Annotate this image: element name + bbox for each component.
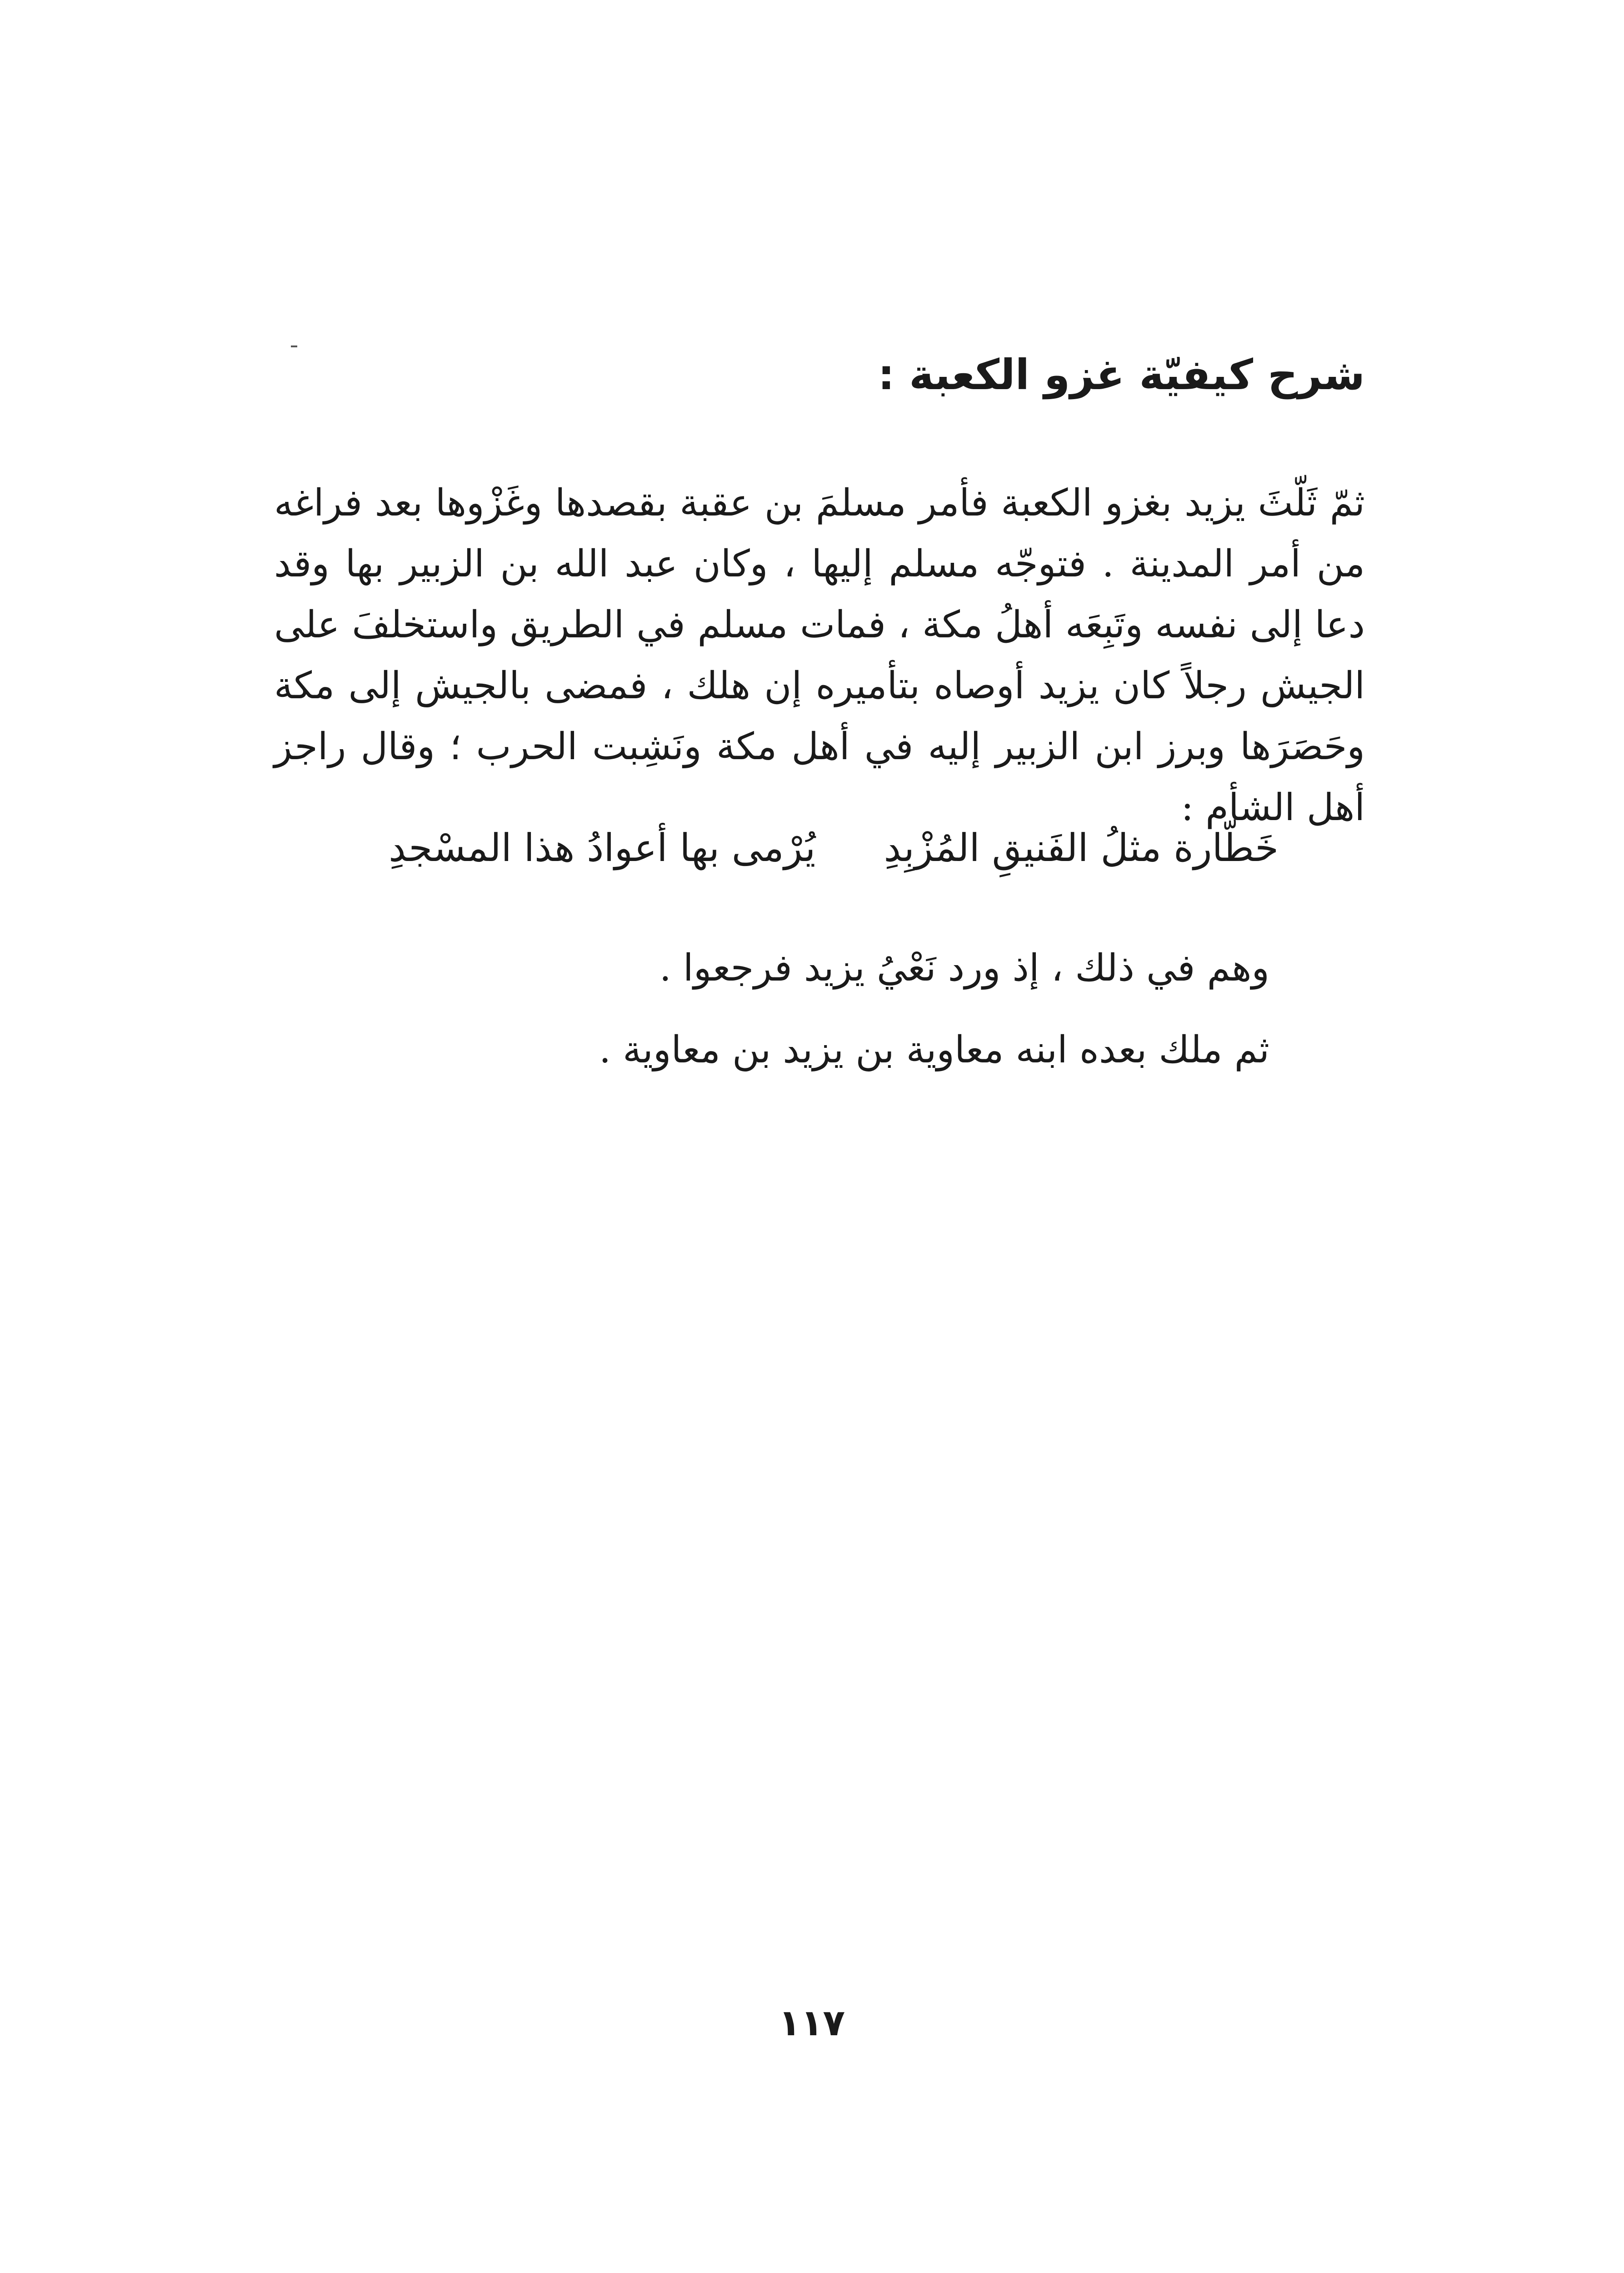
verse-first-hemistich: خَطّارة مثلُ الفَنيقِ المُزْبِدِ — [884, 826, 1279, 870]
body-paragraph: ثمّ ثَلّثَ يزيد بغزو الكعبة فأمر مسلمَ بن عقبة بقصدها وغَزْوها بعد فراغه من أمر المدينة . فتوجّه مسلم إليها ، وكان عبد الله بن الزبير بها وقد دعا إلى نفسه وتَبِعَه أهلُ مكة ، فمات مسلم في الطريق واستخلفَ على الجيش رجلاً كان يزيد أوصاه بتأميره إن هلك ، فمضى بالجيش إلى مكة وحَصَرَها وبرز ابن الزبير إليه في أهل مكة ونَشِبت الحرب ؛ وقال راجز أهل الشأم : — [274, 481, 1365, 829]
text-line-return: وهم في ذلك ، إذ ورد نَعْيُ يزيد فرجعوا . — [659, 946, 1269, 990]
section-heading: شرح كيفيّة غزو الكعبة : — [878, 350, 1365, 399]
text-line-succession: ثم ملك بعده ابنه معاوية بن يزيد بن معاوية . — [599, 1028, 1269, 1071]
verse-second-hemistich: يُرْمى بها أعوادُ هذا المسْجدِ — [389, 826, 816, 870]
poem-verse — [324, 816, 1279, 880]
page-number: ١١٧ — [778, 2002, 845, 2044]
